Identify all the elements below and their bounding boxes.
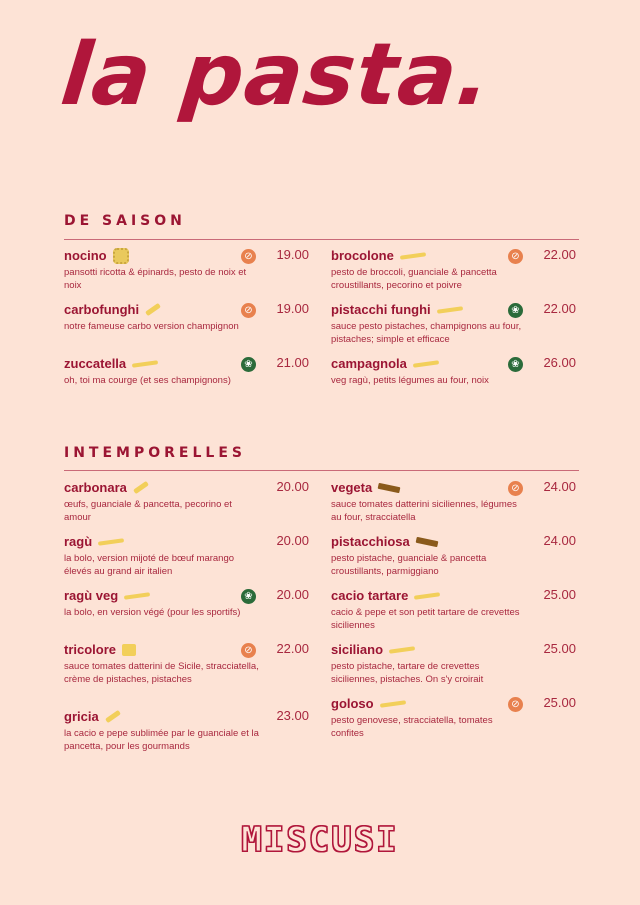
- menu-item-price: 20.00: [276, 479, 309, 494]
- round-pasta-icon: [113, 248, 129, 264]
- menu-item-description: pansotti ricotta & épinards, pesto de noix et noix: [64, 267, 247, 291]
- stick-pasta-icon: [124, 592, 150, 600]
- stick-pasta-icon: [389, 646, 415, 654]
- vegetarian-leaf-icon: ❀: [241, 357, 256, 372]
- brown-pasta-icon: [378, 483, 401, 493]
- stick-pasta-icon: [379, 700, 405, 708]
- vegetarian-leaf-icon: ❀: [508, 357, 523, 372]
- vegetarian-leaf-icon: ❀: [508, 303, 523, 318]
- no-pork-icon: ⊘: [508, 481, 523, 496]
- menu-item: [331, 533, 576, 578]
- menu-item-price: 22.00: [276, 641, 309, 656]
- page-title: la pasta.: [56, 25, 497, 125]
- stick-pasta-icon: [400, 252, 426, 260]
- menu-item: [64, 301, 309, 333]
- menu-item-name: brocolone: [331, 248, 394, 263]
- brown-pasta-icon: [415, 537, 438, 547]
- menu-item-price: 24.00: [543, 479, 576, 494]
- menu-item-description: cacio & pepe et son petit tartare de crevettes siciliennes: [331, 607, 520, 631]
- menu-item-price: 25.00: [543, 641, 576, 656]
- menu-item-description: sauce tomates datterini siciliennes, légumes au four, stracciatella: [331, 499, 517, 523]
- short-pasta-icon: [145, 303, 161, 316]
- short-pasta-icon: [133, 481, 149, 494]
- menu-item: [331, 355, 576, 387]
- menu-item-description: pesto pistache, tartare de crevettes siciliennes, pistaches. On s'y croirait: [331, 661, 484, 685]
- no-pork-icon: ⊘: [508, 249, 523, 264]
- menu-item-description: la bolo, en version végé (pour les sportifs): [64, 607, 241, 618]
- menu-item-description: la bolo, version mijoté de bœuf marango élevés au grand air italien: [64, 553, 235, 577]
- menu-item-name: zuccatella: [64, 356, 127, 371]
- menu-item-price: 25.00: [543, 587, 576, 602]
- menu-item-name: carbofunghi: [64, 302, 140, 317]
- menu-item: [64, 533, 309, 578]
- menu-item-price: 22.00: [543, 301, 576, 316]
- menu-item-description: notre fameuse carbo version champignon: [64, 321, 239, 332]
- menu-item-description: oh, toi ma courge (et ses champignons): [64, 375, 231, 386]
- menu-item-name: pistacchi funghi: [331, 302, 431, 317]
- no-pork-icon: ⊘: [241, 303, 256, 318]
- menu-item-name: tricolore: [64, 642, 117, 657]
- menu-item-name: cacio tartare: [331, 588, 409, 603]
- menu-item-name: pistacchiosa: [331, 534, 410, 549]
- menu-item-name: goloso: [331, 696, 374, 711]
- menu-item-price: 20.00: [276, 587, 309, 602]
- menu-item: [64, 247, 309, 292]
- stick-pasta-icon: [413, 360, 439, 368]
- menu-item: [64, 708, 309, 753]
- menu-item-description: pesto genovese, stracciatella, tomates confites: [331, 715, 493, 739]
- menu-item: [331, 587, 576, 632]
- menu-item-name: vegeta: [331, 480, 373, 495]
- menu-item: [64, 641, 309, 686]
- menu-item: [64, 587, 309, 619]
- menu-item: [331, 301, 576, 346]
- miscusi-logo: MISCUSI: [241, 820, 399, 860]
- menu-item-description: sauce pesto pistaches, champignons au four, pistaches; simple et efficace: [331, 321, 522, 345]
- menu-item-description: la cacio e pepe sublimée par le guanciale et la pancetta, pour les gourmands: [64, 728, 259, 752]
- menu-item: [331, 641, 576, 686]
- menu-item-description: pesto de broccoli, guanciale & pancetta croustillants, pecorino et poivre: [331, 267, 497, 291]
- menu-item: [64, 479, 309, 524]
- menu-item-name: ragù: [64, 534, 93, 549]
- menu-item: [331, 247, 576, 292]
- menu-item-price: 21.00: [276, 355, 309, 370]
- menu-item-name: siciliano: [331, 642, 384, 657]
- menu-item-price: 25.00: [543, 695, 576, 710]
- section-divider: [64, 239, 579, 240]
- menu-item-description: pesto pistache, guanciale & pancetta croustillants, parmiggiano: [331, 553, 487, 577]
- menu-item: [64, 355, 309, 387]
- menu-item: [331, 695, 576, 740]
- square-pasta-icon: [122, 644, 136, 656]
- stick-pasta-icon: [437, 306, 463, 314]
- stick-pasta-icon: [132, 360, 158, 368]
- short-pasta-icon: [105, 710, 121, 723]
- vegetarian-leaf-icon: ❀: [241, 589, 256, 604]
- menu-item-price: 23.00: [276, 708, 309, 723]
- menu-item-price: 20.00: [276, 533, 309, 548]
- menu-item-name: ragù veg: [64, 588, 119, 603]
- no-pork-icon: ⊘: [241, 643, 256, 658]
- menu-item-description: veg ragù, petits légumes au four, noix: [331, 375, 489, 386]
- menu-item-name: campagnola: [331, 356, 407, 371]
- menu-item-description: œufs, guanciale & pancetta, pecorino et amour: [64, 499, 232, 523]
- menu-item-price: 19.00: [276, 247, 309, 262]
- no-pork-icon: ⊘: [508, 697, 523, 712]
- menu-item-price: 22.00: [543, 247, 576, 262]
- menu-item-price: 24.00: [543, 533, 576, 548]
- menu-item-price: 19.00: [276, 301, 309, 316]
- section-title-intemporelles: INTEMPORELLES: [64, 445, 246, 461]
- menu-item-description: sauce tomates datterini de Sicile, stracciatella, crème de pistaches, pistaches: [64, 661, 259, 685]
- stick-pasta-icon: [414, 592, 440, 600]
- menu-item-name: gricia: [64, 709, 99, 724]
- menu-item-price: 26.00: [543, 355, 576, 370]
- menu-item-name: nocino: [64, 248, 107, 263]
- stick-pasta-icon: [98, 538, 124, 546]
- menu-item-name: carbonara: [64, 480, 127, 495]
- section-title-de-saison: DE SAISON: [64, 213, 186, 229]
- no-pork-icon: ⊘: [241, 249, 256, 264]
- menu-item: [331, 479, 576, 524]
- section-divider: [64, 470, 579, 471]
